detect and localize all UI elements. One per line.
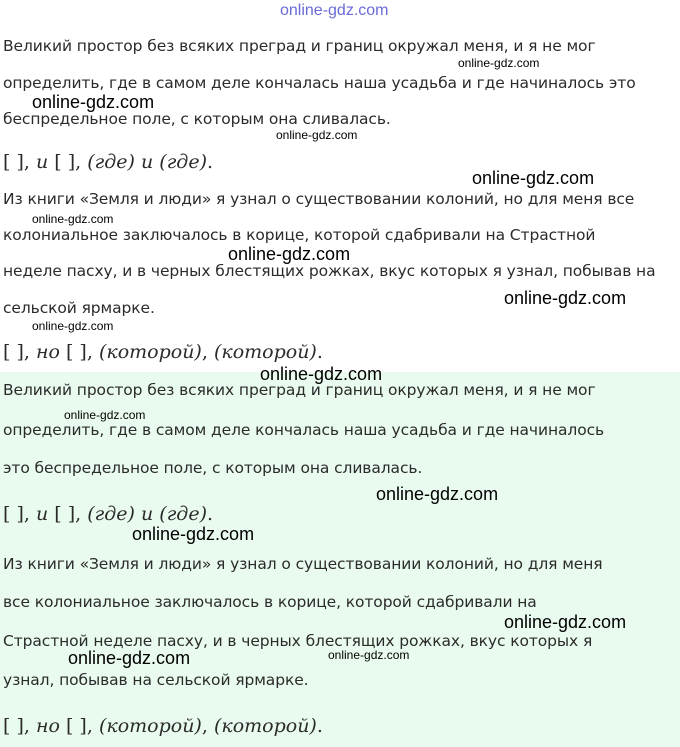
watermark: online-gdz.com	[458, 56, 540, 70]
scheme-part: и	[140, 151, 154, 173]
scheme-part: (которой)	[213, 715, 317, 737]
watermark: online-gdz.com	[376, 484, 499, 504]
watermark: online-gdz.com	[32, 92, 155, 112]
watermark: online-gdz.com	[64, 408, 146, 422]
watermark: online-gdz.com	[472, 168, 595, 188]
scheme-part: [ ]	[3, 151, 24, 173]
sentence-2-line-1: Из книги «Земля и люди» я узнал о существовании колоний, но для меня все	[3, 190, 635, 208]
scheme-part: [ ]	[3, 715, 24, 737]
scheme-part: ,	[86, 341, 99, 363]
sentence-1-line-1: Великий простор без всяких преград и границ окружал меня, и я не мог	[3, 37, 596, 55]
scheme-part: (где)	[159, 151, 207, 173]
scheme-part: (где)	[87, 151, 135, 173]
scheme-part: [ ]	[3, 503, 24, 525]
watermark: online-gdz.com	[32, 319, 114, 333]
scheme-part: .	[207, 503, 214, 525]
highlighted-text-section	[0, 372, 680, 747]
sentence-2-line-3: неделе пасху, и в черных блестящих рожках, вкус которых я узнал, побывав на	[3, 262, 656, 280]
scheme-2	[3, 714, 323, 738]
scheme-part: ,	[23, 715, 36, 737]
scheme-part: .	[316, 715, 323, 737]
scheme-part: ,	[201, 341, 214, 363]
scheme-part: ,	[86, 715, 99, 737]
scheme-part: [ ]	[59, 715, 87, 737]
scheme-part: ,	[23, 151, 36, 173]
scheme-1	[3, 150, 213, 174]
sentence-2-line-2: все колониальное заключалось в корице, которой сдабривали на	[3, 593, 537, 611]
sentence-1-line-3: беспредельное поле, с которым она сливалась.	[3, 110, 391, 128]
scheme-part: .	[316, 341, 323, 363]
scheme-part: ,	[75, 151, 88, 173]
scheme-part: [ ]	[3, 341, 24, 363]
sentence-1-line-2: определить, где в самом деле кончалась наша усадьба и где начиналось	[3, 421, 605, 439]
scheme-part: ,	[201, 715, 214, 737]
scheme-part: (где)	[87, 503, 135, 525]
scheme-part: и	[35, 503, 49, 525]
watermark: online-gdz.com	[328, 648, 410, 662]
watermark: online-gdz.com	[260, 364, 383, 384]
scheme-part: и	[35, 151, 49, 173]
scheme-part: (которой)	[98, 341, 202, 363]
sentence-2-line-4: сельской ярмарке.	[3, 299, 155, 317]
scheme-part: но	[35, 341, 60, 363]
scheme-part: но	[35, 715, 60, 737]
scheme-part: ,	[23, 341, 36, 363]
scheme-part: (которой)	[98, 715, 202, 737]
scheme-1	[3, 502, 213, 526]
sentence-2-line-1: Из книги «Земля и люди» я узнал о существовании колоний, но для меня	[3, 555, 603, 573]
scheme-part: (которой)	[213, 341, 317, 363]
watermark: online-gdz.com	[276, 128, 358, 142]
scheme-part: и	[140, 503, 154, 525]
watermark: online-gdz.com	[504, 288, 627, 308]
watermark: online-gdz.com	[132, 524, 255, 544]
scheme-part: ,	[23, 503, 36, 525]
sentence-2-line-2: колониальное заключалось в корице, которой сдабривали на Страстной	[3, 226, 596, 244]
watermark: online-gdz.com	[504, 612, 627, 632]
scheme-part: [ ]	[48, 503, 76, 525]
scheme-part: (где)	[159, 503, 207, 525]
watermark: online-gdz.com	[228, 244, 351, 264]
sentence-2-line-3: Страстной неделе пасху, и в черных блестящих рожках, вкус которых я	[3, 632, 593, 650]
watermark: online-gdz.com	[68, 648, 191, 668]
sentence-1-line-1: Великий простор без всяких преград и границ окружал меня, и я не мог	[3, 381, 596, 399]
sentence-1-line-2: определить, где в самом деле кончалась наша усадьба и где начиналось это	[3, 74, 636, 92]
watermark: online-gdz.com	[32, 212, 114, 226]
scheme-part: [ ]	[59, 341, 87, 363]
sentence-2-line-4: узнал, побывав на сельской ярмарке.	[3, 671, 309, 689]
sentence-1-line-3: это беспредельное поле, с которым она сливалась.	[3, 459, 423, 477]
scheme-2	[3, 340, 323, 364]
scheme-part: [ ]	[48, 151, 76, 173]
scheme-part: ,	[75, 503, 88, 525]
header-watermark: online-gdz.com	[280, 2, 389, 19]
scheme-part: .	[207, 151, 214, 173]
